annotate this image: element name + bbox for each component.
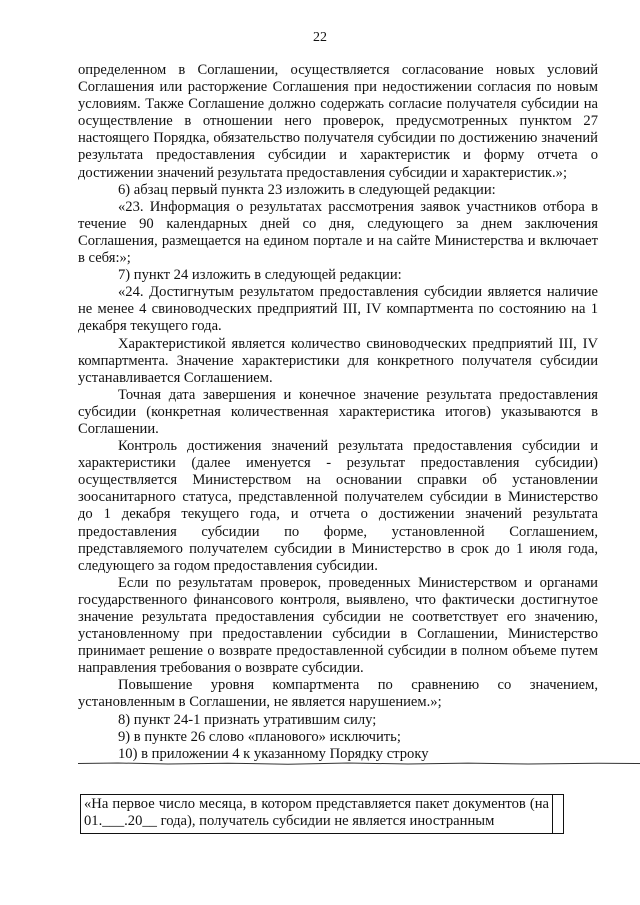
paragraph: 8) пункт 24-1 признать утратившим силу; <box>118 711 377 728</box>
paragraph: 9) в пункте 26 слово «планового» исключить; <box>118 728 401 745</box>
paragraph: определенном в Соглашении, осуществляется согласование новых условий Соглашения или расторжение Соглашения при недостижении согласия по новым условиям. Также Соглашение должно содержать согласие получателя субсидии на осуществление в отношении него проверок, предусмотренных пунктом 27 настоящего Порядка, обязательство получателя субсидии по достижению значений результата предоставления субсидии и характеристик и форму отчета о достижении значений результата предоставления субсидии и характеристик.»; <box>78 62 598 181</box>
torn-line <box>78 746 598 764</box>
torn-paper-edge <box>78 762 640 765</box>
quoted-row-table <box>80 794 564 834</box>
paragraph: 7) пункт 24 изложить в следующей редакции: <box>118 267 402 284</box>
document-body <box>78 62 598 764</box>
paragraph: Контроль достижения значений результата предоставления субсидии и характеристики (далее именуется - результат предоставления субсидии) осуществляется Министерством на основании справки об установлении зоосанитарного статуса, представленной получателем субсидии в Министерство до 1 декабря текущего года, и отчета о достижении значений результата предоставления субсидии по форме, установленной Соглашением, представляемого получателем субсидии в Министерство в срок до 1 июля года, следующего за годом предоставления субсидии. <box>78 438 598 574</box>
paragraph: Повышение уровня компартмента по сравнению со значением, установленным в Соглашении, не является нарушением.»; <box>78 677 598 711</box>
table-cell: «На первое число месяца, в котором представляется пакет документов (на 01.___.20__ года), получатель субсидии не является иностранным <box>81 795 553 833</box>
paragraph: 6) абзац первый пункта 23 изложить в следующей редакции: <box>118 181 496 198</box>
paragraph: 10) в приложении 4 к указанному Порядку строку <box>118 745 429 762</box>
table-cell-empty <box>553 795 563 833</box>
paragraph: «23. Информация о результатах рассмотрения заявок участников отбора в течение 90 календарных дней со дня, следующего за днем заключения Соглашения, размещается на едином портале и на сайте Министерства и включает в себя:»; <box>78 198 598 267</box>
page-number: 22 <box>313 30 327 45</box>
paragraph: Если по результатам проверок, проведенных Министерством и органами государственного финансового контроля, выявлено, что фактически достигнутое значение результата предоставления субсидии не соответствует его значению, установленному при предоставлении субсидии в Соглашении, Министерство принимает решение о возврате предоставленной субсидии в полном объеме путем направления требования о возврате субсидии. <box>78 574 598 677</box>
paragraph: Характеристикой является количество свиноводческих предприятий III, IV компартмента. Значение характеристики для конкретного получателя субсидии устанавливается Соглашением. <box>78 335 598 386</box>
paragraph: Точная дата завершения и конечное значение результата предоставления субсидии (конкретная количественная характеристика итогов) указываются в Соглашении. <box>78 386 598 437</box>
paragraph: «24. Достигнутым результатом предоставления субсидии является наличие не менее 4 свиноводческих предприятий III, IV компартмента по состоянию на 1 декабря текущего года. <box>78 284 598 335</box>
